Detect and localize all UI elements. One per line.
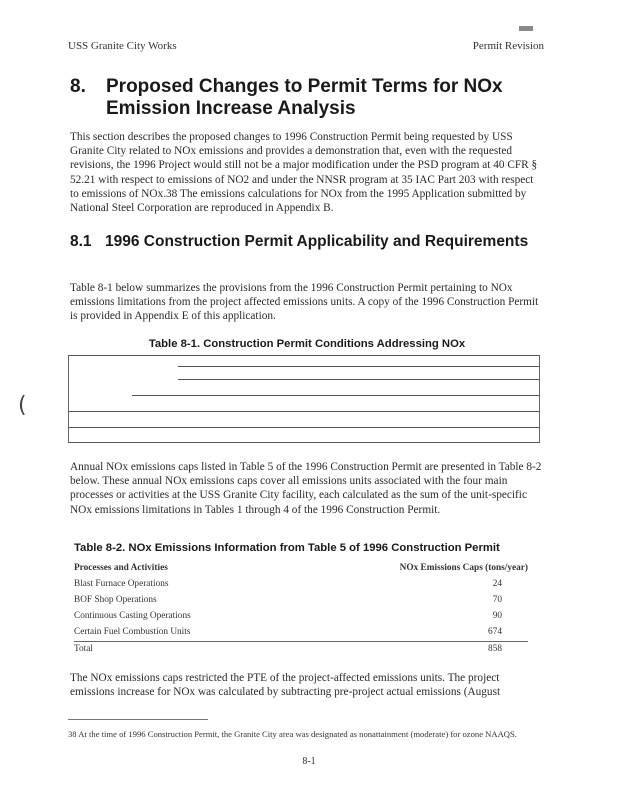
intro-paragraph: This section describes the proposed changes to 1996 Construction Permit being requested by USS Granite City related to NOx emissions and provides a demonstration that, even with the requested revisions, the 1996 Project would still not be a major modification under the PSD program at 40 CFR § 52.21 with respect to emissions of NO2 and under the NNSR program at 35 IAC Part 203 with respect to emissions of NOx.38 The emissions calculations for NOx from the 1995 Application submitted by National Steel Corporation are reproduced in Appendix B. [70, 131, 538, 215]
row-process: BOF Shop Operations [74, 595, 157, 605]
row-cap: 90 [492, 611, 502, 621]
table-8-2-intro-paragraph: Annual NOx emissions caps listed in Table 5 of the 1996 Construction Permit are presented in Table 8-2 below. These annual NOx emissions caps cover all emissions units associated with the four main processes or activities at the USS Granite City facility, each calculated as the sum of the unit-specific NOx emissions limitations in Tables 1 through 4 of the 1996 Construction Permit. [70, 461, 542, 516]
section-8-1-number: 8.1 [70, 233, 92, 250]
footnote-38: 38 At the time of 1996 Construction Permit, the Granite City area was designated as nonattainment (moderate) for ozone NAAQS. [68, 729, 517, 739]
table-8-1-grid [68, 355, 540, 443]
table-8-2 [74, 561, 528, 658]
table-row [74, 577, 528, 593]
header-facility-name: USS Granite City Works [68, 40, 177, 52]
section-8-number: 8. [70, 76, 86, 97]
row-cap: 70 [492, 595, 502, 605]
row-process: Blast Furnace Operations [74, 579, 169, 589]
row-process: Certain Fuel Combustion Units [74, 627, 191, 637]
table-rule [68, 442, 540, 443]
table-8-1-caption: Table 8-1. Construction Permit Conditions Addressing NOx [148, 338, 466, 350]
section-8-title: Proposed Changes to Permit Terms for NOx Emission Increase Analysis [106, 76, 503, 119]
table-rule [68, 411, 540, 412]
header-process: Processes and Activities [74, 563, 168, 573]
footnote-rule [68, 719, 208, 720]
table-row [74, 625, 528, 641]
table-rule [68, 427, 540, 428]
row-cap: 858 [488, 644, 502, 654]
table-rule [132, 395, 540, 396]
table-rule [68, 355, 540, 356]
page-stamp-mark [519, 26, 533, 31]
margin-mark: ( [18, 393, 27, 418]
table-8-1-intro-paragraph: Table 8-1 below summarizes the provisions from the 1996 Construction Permit pertaining to NOx emissions limitations from the project affected emissions units. A copy of the 1996 Construction Permit is provided in Appendix E of this application. [70, 282, 539, 323]
table-header-row [74, 561, 528, 577]
row-process: Continuous Casting Operations [74, 611, 191, 621]
table-border [539, 355, 540, 443]
section-8-1-heading [70, 232, 530, 251]
section-8-heading [70, 76, 550, 120]
row-cap: 24 [492, 579, 502, 589]
row-cap: 674 [488, 627, 502, 637]
table-rule [178, 379, 540, 380]
header-document-title: Permit Revision [472, 40, 544, 52]
header-caps: NOx Emissions Caps (tons/year) [399, 563, 528, 573]
table-row [74, 593, 528, 609]
table-rule [178, 366, 540, 367]
emissions-increase-paragraph: The NOx emissions caps restricted the PTE of the project-affected emissions units. The project emissions increase for NOx was calculated by subtracting pre-project actual emissions (August [70, 672, 501, 699]
row-process: Total [74, 644, 93, 654]
section-8-1-title: 1996 Construction Permit Applicability and Requirements [105, 233, 529, 250]
table-8-2-caption: Table 8-2. NOx Emissions Information from Table 5 of 1996 Construction Permit [74, 542, 500, 554]
page-number: 8-1 [302, 756, 316, 767]
table-total-row [74, 641, 528, 658]
table-border [68, 355, 69, 443]
table-row [74, 609, 528, 625]
